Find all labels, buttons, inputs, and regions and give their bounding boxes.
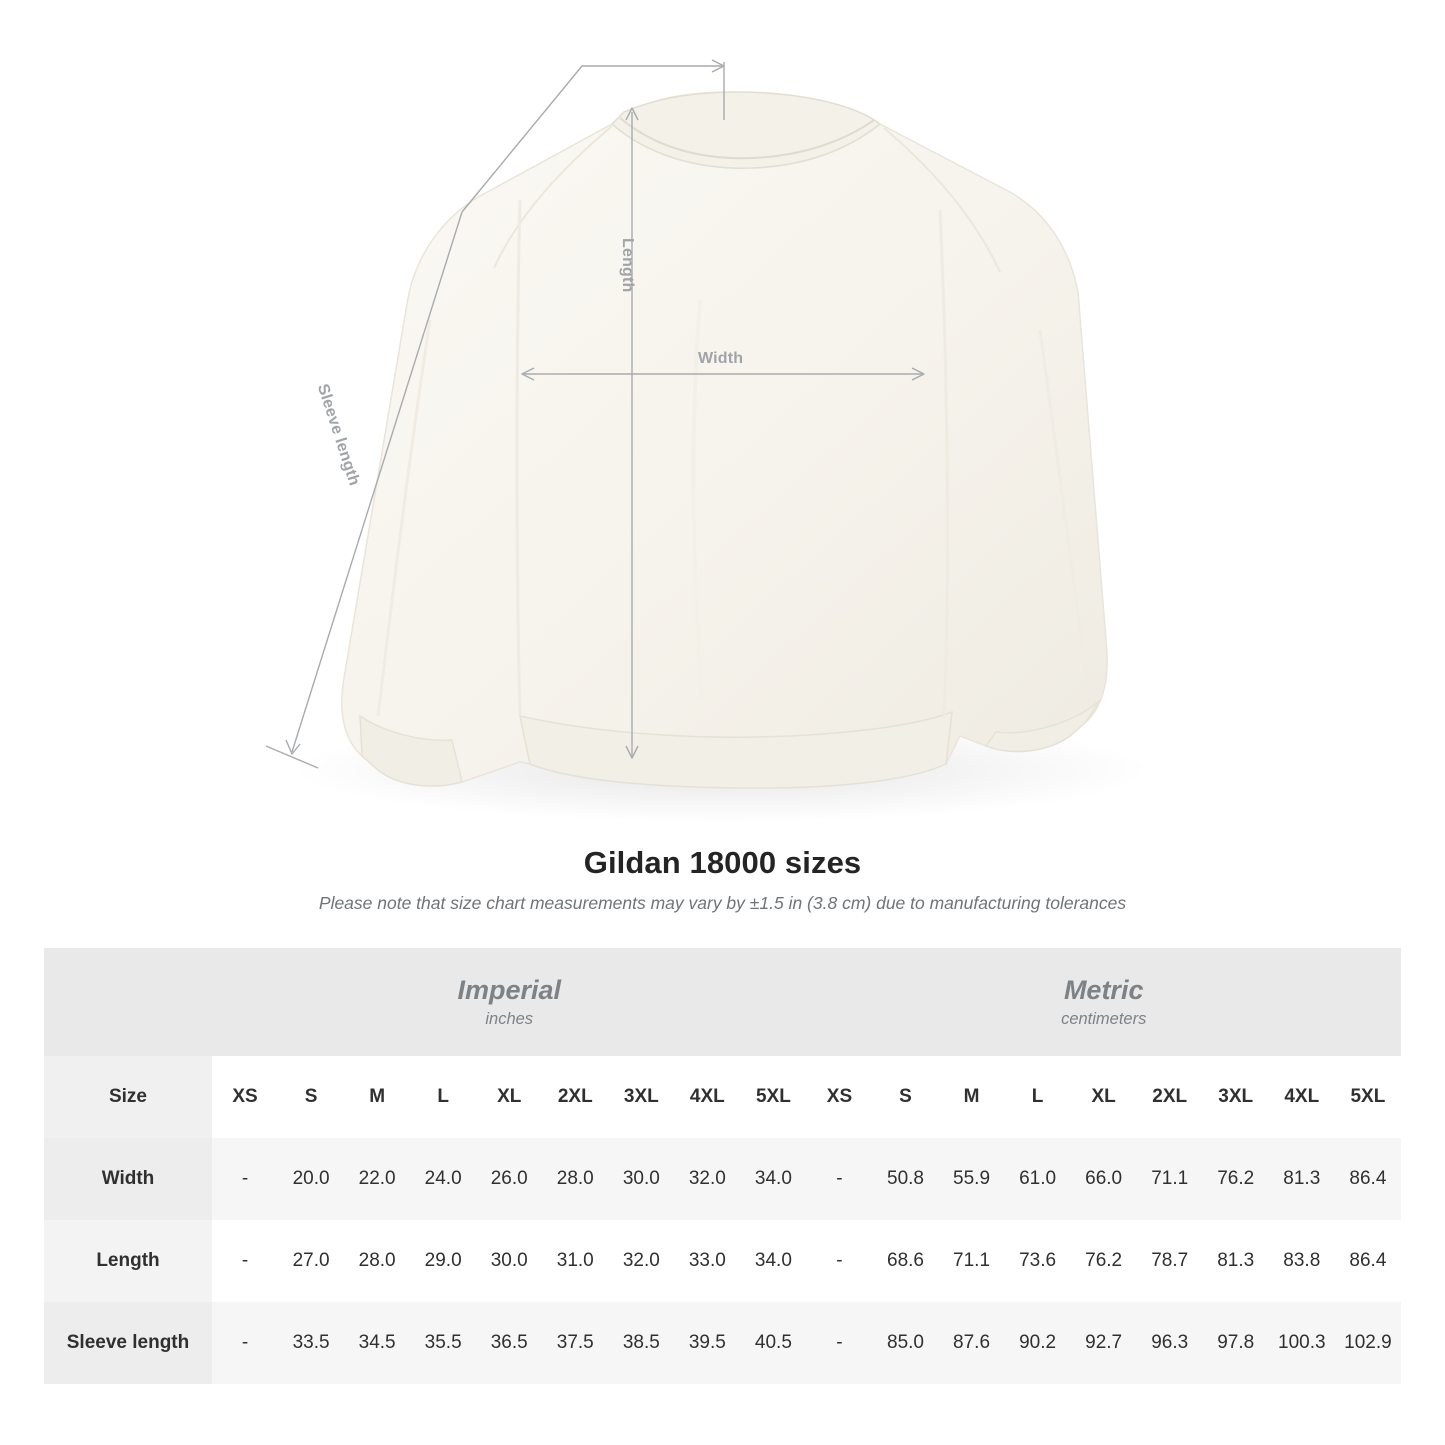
column-header-size-xs-metric: XS xyxy=(806,1056,872,1138)
cell-length-imperial: 31.0 xyxy=(542,1220,608,1302)
cell-length-metric: - xyxy=(806,1220,872,1302)
column-header-size-5xl-metric: 5XL xyxy=(1335,1056,1401,1138)
row-header-sleeve-length: Sleeve length xyxy=(44,1302,212,1384)
cell-sleeve-length-metric: 96.3 xyxy=(1137,1302,1203,1384)
column-header-size-m-metric: M xyxy=(939,1056,1005,1138)
unit-name: Metric xyxy=(1063,974,1144,1005)
cell-length-metric: 68.6 xyxy=(872,1220,938,1302)
cell-width-imperial: 20.0 xyxy=(278,1138,344,1220)
cell-sleeve-length-metric: 92.7 xyxy=(1071,1302,1137,1384)
cell-sleeve-length-imperial: 33.5 xyxy=(278,1302,344,1384)
cell-sleeve-length-metric: 85.0 xyxy=(872,1302,938,1384)
column-header-size-m-imperial: M xyxy=(344,1056,410,1138)
size-header-row xyxy=(44,1056,1401,1138)
column-header-size-xs-imperial: XS xyxy=(212,1056,278,1138)
size-chart-table xyxy=(44,948,1401,1384)
cell-width-metric: - xyxy=(806,1138,872,1220)
cell-width-metric: 81.3 xyxy=(1269,1138,1335,1220)
width-dimension-label: Width xyxy=(698,350,744,367)
sweatshirt-body xyxy=(342,92,1107,788)
cell-width-imperial: 22.0 xyxy=(344,1138,410,1220)
cell-sleeve-length-metric: 87.6 xyxy=(939,1302,1005,1384)
column-header-size-s-imperial: S xyxy=(278,1056,344,1138)
size-chart-table-wrap xyxy=(44,948,1401,1384)
cell-sleeve-length-imperial: 35.5 xyxy=(410,1302,476,1384)
cell-width-imperial: - xyxy=(212,1138,278,1220)
sleeve-length-dimension-label: Sleeve length xyxy=(313,382,363,488)
cell-sleeve-length-imperial: - xyxy=(212,1302,278,1384)
cell-width-imperial: 28.0 xyxy=(542,1138,608,1220)
column-header-size-l-imperial: L xyxy=(410,1056,476,1138)
cell-length-metric: 83.8 xyxy=(1269,1220,1335,1302)
table-row xyxy=(44,1138,1401,1220)
cell-width-imperial: 32.0 xyxy=(674,1138,740,1220)
cell-sleeve-length-metric: 102.9 xyxy=(1335,1302,1401,1384)
cell-sleeve-length-metric: - xyxy=(806,1302,872,1384)
cell-sleeve-length-metric: 97.8 xyxy=(1203,1302,1269,1384)
column-header-size: Size xyxy=(44,1056,212,1138)
unit-header-row xyxy=(44,948,1401,1056)
title-block xyxy=(0,845,1445,914)
column-header-size-4xl-metric: 4XL xyxy=(1269,1056,1335,1138)
cell-length-metric: 86.4 xyxy=(1335,1220,1401,1302)
cell-width-imperial: 30.0 xyxy=(608,1138,674,1220)
cell-length-metric: 78.7 xyxy=(1137,1220,1203,1302)
row-header-width: Width xyxy=(44,1138,212,1220)
unit-header-imperial xyxy=(212,948,806,1056)
cell-length-imperial: 29.0 xyxy=(410,1220,476,1302)
column-header-size-3xl-imperial: 3XL xyxy=(608,1056,674,1138)
cell-length-imperial: 32.0 xyxy=(608,1220,674,1302)
cell-length-imperial: 28.0 xyxy=(344,1220,410,1302)
cell-length-imperial: 27.0 xyxy=(278,1220,344,1302)
unit-name: Imperial xyxy=(457,974,561,1005)
cell-width-imperial: 26.0 xyxy=(476,1138,542,1220)
cell-length-imperial: 30.0 xyxy=(476,1220,542,1302)
cell-length-metric: 76.2 xyxy=(1071,1220,1137,1302)
cell-sleeve-length-imperial: 36.5 xyxy=(476,1302,542,1384)
column-header-size-xl-metric: XL xyxy=(1071,1056,1137,1138)
cell-sleeve-length-metric: 100.3 xyxy=(1269,1302,1335,1384)
column-header-size-2xl-metric: 2XL xyxy=(1137,1056,1203,1138)
cell-width-imperial: 34.0 xyxy=(740,1138,806,1220)
table-row xyxy=(44,1302,1401,1384)
column-header-size-2xl-imperial: 2XL xyxy=(542,1056,608,1138)
cell-width-metric: 66.0 xyxy=(1071,1138,1137,1220)
cell-width-metric: 86.4 xyxy=(1335,1138,1401,1220)
cell-sleeve-length-imperial: 34.5 xyxy=(344,1302,410,1384)
unit-subtitle: centimeters xyxy=(1061,1009,1147,1028)
length-dimension-label: Length xyxy=(619,238,636,293)
cell-sleeve-length-imperial: 39.5 xyxy=(674,1302,740,1384)
column-header-size-l-metric: L xyxy=(1005,1056,1071,1138)
cell-sleeve-length-metric: 90.2 xyxy=(1005,1302,1071,1384)
row-header-length: Length xyxy=(44,1220,212,1302)
column-header-size-4xl-imperial: 4XL xyxy=(674,1056,740,1138)
page-title: Gildan 18000 sizes xyxy=(583,845,862,880)
cell-width-imperial: 24.0 xyxy=(410,1138,476,1220)
column-header-size-s-metric: S xyxy=(872,1056,938,1138)
cell-width-metric: 55.9 xyxy=(939,1138,1005,1220)
cell-length-metric: 73.6 xyxy=(1005,1220,1071,1302)
cell-width-metric: 71.1 xyxy=(1137,1138,1203,1220)
unit-subtitle: inches xyxy=(485,1009,534,1028)
cell-sleeve-length-imperial: 40.5 xyxy=(740,1302,806,1384)
cell-width-metric: 61.0 xyxy=(1005,1138,1071,1220)
cell-length-metric: 81.3 xyxy=(1203,1220,1269,1302)
cell-width-metric: 76.2 xyxy=(1203,1138,1269,1220)
column-header-size-xl-imperial: XL xyxy=(476,1056,542,1138)
cell-sleeve-length-imperial: 38.5 xyxy=(608,1302,674,1384)
cell-width-metric: 50.8 xyxy=(872,1138,938,1220)
tolerance-note: Please note that size chart measurements may vary by ±1.5 in (3.8 cm) due to manufacturing tolerances xyxy=(318,893,1127,913)
cell-length-imperial: 33.0 xyxy=(674,1220,740,1302)
unit-header-spacer xyxy=(44,948,212,1056)
cell-length-imperial: - xyxy=(212,1220,278,1302)
column-header-size-3xl-metric: 3XL xyxy=(1203,1056,1269,1138)
unit-header-metric xyxy=(806,948,1401,1056)
column-header-size-5xl-imperial: 5XL xyxy=(740,1056,806,1138)
cell-length-metric: 71.1 xyxy=(939,1220,1005,1302)
cell-sleeve-length-imperial: 37.5 xyxy=(542,1302,608,1384)
table-row xyxy=(44,1220,1401,1302)
cell-length-imperial: 34.0 xyxy=(740,1220,806,1302)
